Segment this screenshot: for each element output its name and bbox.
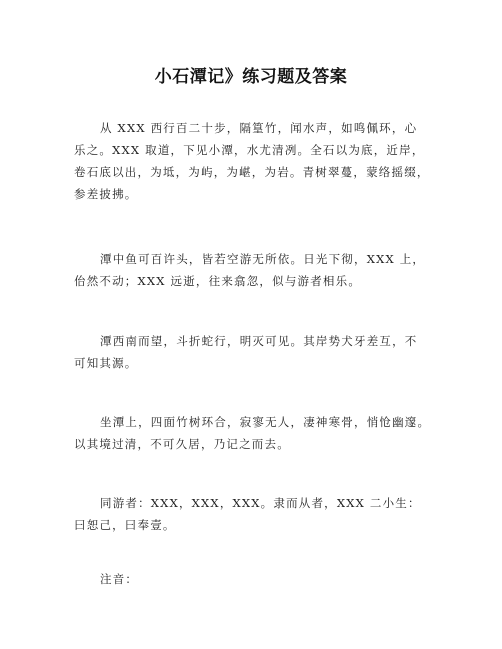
paragraph-line: 乐之。XXX 取道，下见小潭，水尤清冽。全石以为底，近岸，	[74, 143, 425, 157]
paragraph-line: 注音：	[100, 572, 139, 586]
paragraph-line: 坐潭上，四面竹树环合，寂寥无人，凄神寒骨，悄怆幽邃。	[100, 415, 431, 429]
paragraph-2	[74, 248, 444, 292]
paragraph-3	[74, 330, 444, 374]
paragraph-5	[74, 492, 444, 536]
document-title: 小石潭记》练习题及答案	[154, 67, 348, 87]
paragraph-1	[74, 117, 444, 205]
paragraph-4	[74, 411, 444, 455]
paragraph-line: 从 XXX 西行百二十步，隔篁竹，闻水声，如鸣佩环，心	[100, 121, 418, 135]
paragraph-line: 潭西南而望，斗折蛇行，明灭可见。其岸势犬牙差互，不	[100, 334, 418, 348]
paragraph-line: 潭中鱼可百许头，皆若空游无所依。日光下彻，XXX 上，	[100, 252, 426, 266]
paragraph-line: 参差披拂。	[74, 187, 138, 201]
paragraph-line: 以其境过清，不可久居，乃记之而去。	[74, 437, 290, 451]
paragraph-line: 佁然不动；XXX 远逝，往来翕忽，似与游者相乐。	[74, 274, 362, 288]
paragraph-line: 同游者：XXX，XXX，XXX。隶而从者，XXX 二小生：	[100, 496, 421, 510]
paragraph-6	[74, 568, 444, 590]
paragraph-line: 卷石底以出，为坻，为屿，为嵁，为岩。青树翠蔓，蒙络摇缀，	[74, 165, 430, 179]
paragraph-line: 曰恕己，曰奉壹。	[74, 518, 176, 532]
paragraph-line: 可知其源。	[74, 356, 138, 370]
